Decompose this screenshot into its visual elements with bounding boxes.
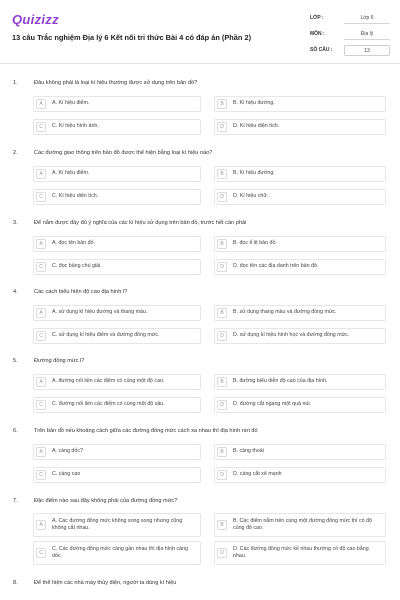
question-text: Để thể hiện các nhà máy thủy điện, người ta dùng kí hiệu bbox=[34, 580, 177, 586]
question-text: Trên bản đồ nếu khoảng cách giữa các đường đồng mức cách xa nhau thì địa hình nơi đó bbox=[34, 428, 258, 434]
option-letter: A bbox=[36, 239, 46, 249]
option-text: C. Kí hiệu hình ảnh. bbox=[52, 123, 99, 130]
answer-option[interactable] bbox=[214, 119, 386, 135]
option-letter: B bbox=[217, 99, 227, 109]
option-text: D. Kí hiệu diện tích. bbox=[233, 123, 280, 130]
option-text: D. đường cắt ngang một quả núi. bbox=[233, 401, 311, 408]
option-letter: D bbox=[217, 470, 227, 480]
answer-option[interactable] bbox=[214, 541, 386, 565]
answer-option[interactable] bbox=[33, 328, 201, 344]
option-letter: C bbox=[36, 548, 46, 558]
meta-value: 13 bbox=[344, 45, 390, 56]
option-letter: B bbox=[217, 239, 227, 249]
meta-value: Địa lý bbox=[344, 29, 390, 40]
option-letter: A bbox=[36, 308, 46, 318]
answer-option[interactable] bbox=[33, 513, 201, 537]
option-letter: D bbox=[217, 122, 227, 132]
meta-label: LỚP : bbox=[310, 15, 324, 21]
option-letter: A bbox=[36, 520, 46, 530]
answer-option[interactable] bbox=[214, 444, 386, 460]
question-number: 2. bbox=[13, 150, 18, 156]
option-letter: B bbox=[217, 169, 227, 179]
option-letter: C bbox=[36, 262, 46, 272]
option-text: A. sử dụng kí hiệu đường và thang màu. bbox=[52, 309, 148, 316]
option-text: C. sử dụng kí hiệu điểm và đường đồng mức. bbox=[52, 332, 160, 339]
page-title: 13 câu Trắc nghiệm Địa lý 6 Kết nối tri thức Bài 4 có đáp án (Phần 2) bbox=[12, 33, 252, 42]
question-number: 1. bbox=[13, 80, 18, 86]
answer-option[interactable] bbox=[33, 397, 201, 413]
answer-option[interactable] bbox=[214, 166, 386, 182]
question-number: 8. bbox=[13, 580, 18, 586]
answer-option[interactable] bbox=[33, 189, 201, 205]
answer-option[interactable] bbox=[33, 305, 201, 321]
option-text: C. đọc bảng chú giải. bbox=[52, 263, 102, 270]
answer-option[interactable] bbox=[214, 189, 386, 205]
option-letter: D bbox=[217, 331, 227, 341]
question-number: 4. bbox=[13, 289, 18, 295]
option-letter: A bbox=[36, 447, 46, 457]
answer-option[interactable] bbox=[33, 96, 201, 112]
option-text: D. Các đường đồng mức kề nhau thường có độ cao bằng nhau. bbox=[233, 545, 369, 559]
answer-option[interactable] bbox=[214, 374, 386, 390]
answer-option[interactable] bbox=[214, 513, 386, 537]
option-text: A. Kí hiệu điểm. bbox=[52, 100, 90, 107]
answer-option[interactable] bbox=[214, 236, 386, 252]
question-number: 6. bbox=[13, 428, 18, 434]
option-letter: D bbox=[217, 548, 227, 558]
answer-option[interactable] bbox=[33, 541, 201, 565]
question-text: Đặc điểm nào sau đây không phải của đường đồng mức? bbox=[34, 498, 178, 504]
option-letter: B bbox=[217, 520, 227, 530]
question-text: Đâu không phải là loại kí hiệu thường được sử dụng trên bản đồ? bbox=[34, 80, 198, 86]
answer-option[interactable] bbox=[33, 467, 201, 483]
answer-option[interactable] bbox=[214, 96, 386, 112]
meta-label: SỐ CÂU : bbox=[310, 47, 333, 53]
option-text: B. đường biểu diễn độ cao của địa hình. bbox=[233, 378, 328, 385]
option-letter: A bbox=[36, 377, 46, 387]
answer-option[interactable] bbox=[214, 259, 386, 275]
meta-class bbox=[310, 10, 390, 26]
option-text: B. đọc tỉ lệ bản đồ. bbox=[233, 240, 277, 247]
question-number: 7. bbox=[13, 498, 18, 504]
question-text: Các cách biểu hiện độ cao địa hình l? bbox=[34, 289, 128, 295]
option-letter: B bbox=[217, 377, 227, 387]
worksheet-meta bbox=[310, 10, 390, 58]
option-text: A. Các đường đồng mức không song song nhưng cũng không cắt nhau. bbox=[52, 517, 183, 531]
option-letter: D bbox=[217, 400, 227, 410]
option-letter: A bbox=[36, 99, 46, 109]
answer-option[interactable] bbox=[214, 328, 386, 344]
option-text: D. càng cắt xẻ mạnh bbox=[233, 471, 282, 478]
option-letter: C bbox=[36, 192, 46, 202]
question-number: 3. bbox=[13, 220, 18, 226]
meta-label: MÔN : bbox=[310, 31, 325, 37]
answer-option[interactable] bbox=[214, 467, 386, 483]
option-letter: A bbox=[36, 169, 46, 179]
meta-value: Lớp 6 bbox=[344, 13, 390, 24]
question-text: Các đường giao thông trên bản đồ được thể hiện bằng loại kí hiệu nào? bbox=[34, 150, 213, 156]
option-text: A. đường nối liền các điểm có cùng một độ cao. bbox=[52, 378, 165, 385]
option-letter: C bbox=[36, 470, 46, 480]
option-letter: D bbox=[217, 262, 227, 272]
option-text: B. Kí hiệu đường. bbox=[233, 170, 275, 177]
meta-question-count bbox=[310, 42, 390, 58]
option-letter: D bbox=[217, 192, 227, 202]
answer-option[interactable] bbox=[33, 166, 201, 182]
answer-option[interactable] bbox=[33, 444, 201, 460]
option-letter: C bbox=[36, 400, 46, 410]
option-text: A. càng dốc? bbox=[52, 448, 83, 455]
worksheet-header bbox=[0, 0, 400, 64]
option-text: C. đường nối liền các điểm có cùng một độ sâu. bbox=[52, 401, 165, 408]
answer-option[interactable] bbox=[33, 119, 201, 135]
option-text: A. Kí hiệu điểm. bbox=[52, 170, 90, 177]
option-text: C. càng cao bbox=[52, 471, 81, 478]
option-text: A. đọc tên bản đồ. bbox=[52, 240, 95, 247]
option-text: D. Kí hiệu chữ. bbox=[233, 193, 269, 200]
option-text: C. Các đường đồng mức càng gần nhau thì địa hình càng dốc. bbox=[52, 545, 189, 559]
answer-option[interactable] bbox=[214, 397, 386, 413]
question-text: Để nắm được đầy đủ ý nghĩa của các kí hiệu sử dụng trên bản đồ, trước hết cần phải bbox=[34, 220, 247, 226]
option-text: B. Kí hiệu đường. bbox=[233, 100, 275, 107]
answer-option[interactable] bbox=[33, 236, 201, 252]
option-text: B. sử dụng thang màu và đường đồng mức. bbox=[233, 309, 337, 316]
quizizz-logo[interactable]: Quizizz bbox=[12, 12, 59, 27]
option-letter: C bbox=[36, 331, 46, 341]
option-letter: B bbox=[217, 308, 227, 318]
meta-subject bbox=[310, 26, 390, 42]
question-number: 5. bbox=[13, 358, 18, 364]
option-letter: C bbox=[36, 122, 46, 132]
option-text: D. đọc tên các địa danh trên bản đồ. bbox=[233, 263, 319, 270]
option-text: D. sử dụng kí hiệu hình học và đường đồng mức. bbox=[233, 332, 350, 339]
option-text: B. càng thoải bbox=[233, 448, 264, 455]
option-letter: B bbox=[217, 447, 227, 457]
option-text: B. Các điểm nằm trên cùng một đường đồng mức thì có độ cùng độ cao. bbox=[233, 517, 372, 531]
answer-option[interactable] bbox=[214, 305, 386, 321]
answer-option[interactable] bbox=[33, 259, 201, 275]
question-text: Đường đồng mức l? bbox=[34, 358, 85, 364]
option-text: C. Kí hiệu diện tích. bbox=[52, 193, 99, 200]
answer-option[interactable] bbox=[33, 374, 201, 390]
